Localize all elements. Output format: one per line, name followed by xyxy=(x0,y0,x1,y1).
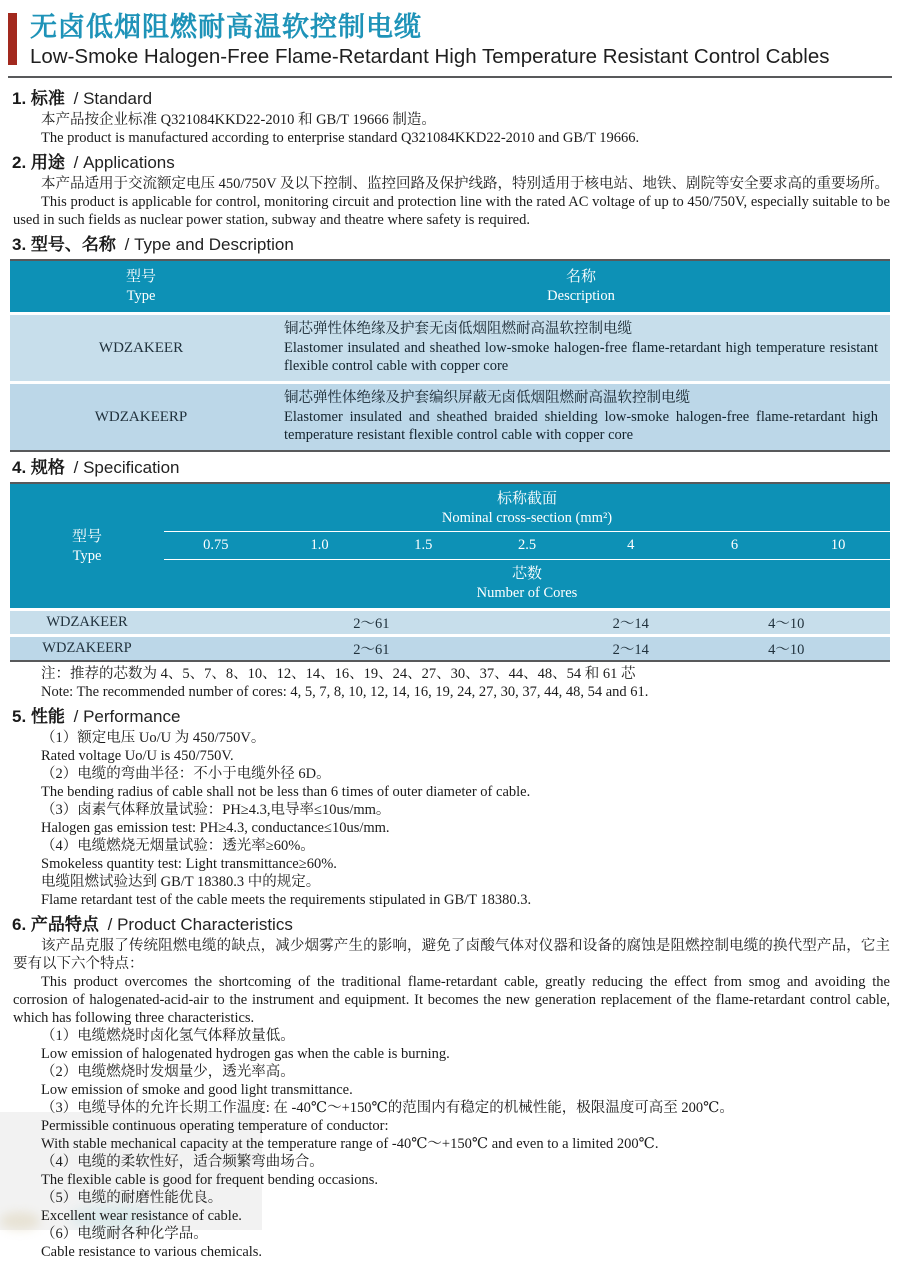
table-row-wdzakeerp xyxy=(10,384,890,450)
size-column-0.75: 0.75 xyxy=(203,537,229,553)
number-of-cores-en: Number of Cores xyxy=(476,585,578,601)
spec-type-header-zh: 型号 xyxy=(71,528,102,545)
size-column-6: 6 xyxy=(730,537,739,553)
performance-item-2-zh: （2）电缆的弯曲半径：不小于电缆外径 6D。 xyxy=(41,766,331,782)
spec-values-wdzakeerp xyxy=(164,638,890,659)
section-standard-heading-zh: 1. 标准 xyxy=(12,89,65,108)
description-column-header-en: Description xyxy=(547,288,615,304)
performance-item-1-zh: （1）额定电压 Uo/U 为 450/750V。 xyxy=(41,730,266,746)
cell-type-wdzakeer: WDZAKEER xyxy=(98,339,184,356)
characteristic-6-en: Cable resistance to various chemicals. xyxy=(41,1244,263,1260)
applications-text-zh: 本产品适用于交流额定电压 450/750V 及以下控制、监控回路及保护线路，特别适用于核电站、地铁、剧院等安全要求高的重要场所。 xyxy=(41,176,889,192)
characteristic-5-zh: （5）电缆的耐磨性能优良。 xyxy=(41,1190,223,1206)
section-standard-heading xyxy=(12,88,890,109)
nominal-cross-section-zh: 标称截面 xyxy=(496,490,557,507)
red-accent-bar xyxy=(8,13,17,65)
description-zh: 铜芯弹性体绝缘及护套编织屏蔽无卤低烟阻燃耐高温软控制电缆 xyxy=(284,390,690,406)
spec-header-right xyxy=(164,484,890,608)
characteristic-4-en: The flexible cable is good for frequent bending occasions. xyxy=(41,1172,379,1188)
characteristic-2-zh: （2）电缆燃烧时发烟量少，透光率高。 xyxy=(41,1064,295,1080)
characteristic-3-en-line1: Permissible continuous operating temperature of conductor: xyxy=(41,1118,389,1134)
page-content xyxy=(0,88,900,1261)
performance-item-3-zh: （3）卤素气体释放量试验：PH≥4.3,电导率≤10us/mm。 xyxy=(41,802,391,818)
performance-item-5-en: Flame retardant test of the cable meets the requirements stipulated in GB/T 18380.3. xyxy=(41,892,532,908)
characteristic-3-zh: （3）电缆导体的允许长期工作温度: 在 -40℃～+150℃的范围内有稳定的机械性能，极限温度可高至 200℃。 xyxy=(41,1100,734,1116)
section-specification-heading-en: / Specification xyxy=(73,458,180,477)
spec-values-wdzakeer xyxy=(164,612,890,633)
section-standard-heading-en: / Standard xyxy=(73,89,153,108)
section-performance-heading xyxy=(12,706,890,727)
specification-table-header xyxy=(10,484,890,608)
type-description-table-header xyxy=(10,261,890,312)
spec-note-en: Note: The recommended number of cores: 4, 5, 7, 8, 10, 12, 14, 16, 19, 24, 27, 30, 37, 44, 48, 54 and 61. xyxy=(41,684,649,700)
section-characteristics-heading-zh: 6. 产品特点 xyxy=(12,915,99,934)
spec-type-wdzakeer: WDZAKEER xyxy=(46,614,128,630)
section-type-description-heading-zh: 3. 型号、名称 xyxy=(12,235,116,254)
size-column-2.5: 2.5 xyxy=(517,537,537,553)
description-column-header xyxy=(272,261,890,312)
cores-4: 2～14 xyxy=(612,616,649,632)
spec-row-wdzakeer xyxy=(10,611,890,634)
header-divider xyxy=(8,76,892,78)
description-column-header-zh: 名称 xyxy=(565,268,596,285)
cores-0.75-2.5: 2～61 xyxy=(353,616,390,632)
performance-item-4-zh: （4）电缆燃烧无烟量试验：透光率≥60%。 xyxy=(41,838,315,854)
cores-6-10: 4～10 xyxy=(768,642,805,658)
page-title-zh: 无卤低烟阻燃耐高温软控制电缆 xyxy=(30,12,422,42)
section-applications-heading-zh: 2. 用途 xyxy=(12,153,65,172)
description-zh: 铜芯弹性体绝缘及护套无卤低烟阻燃耐高温软控制电缆 xyxy=(284,321,632,337)
number-of-cores-zh: 芯数 xyxy=(511,565,542,582)
spec-type-column-header xyxy=(10,484,164,608)
characteristic-5-en: Excellent wear resistance of cable. xyxy=(41,1208,242,1224)
applications-text-en: This product is applicable for control, monitoring circuit and protection line with the rated AC voltage of up to 450/750V, especially suitable to be used in such fields as nuclear power station, subway and theatre where safety is required. xyxy=(13,194,890,228)
characteristics-intro-zh: 该产品克服了传统阻燃电缆的缺点，减少烟雾产生的影响，避免了卤酸气体对仪器和设备的腐蚀是阻燃控制电缆的换代型产品，它主要有以下六个特点： xyxy=(13,938,890,972)
cell-description-wdzakeer xyxy=(272,315,890,381)
size-column-4: 4 xyxy=(627,537,635,553)
spec-type-wdzakeerp: WDZAKEERP xyxy=(42,640,132,656)
number-of-cores-header xyxy=(164,560,890,608)
nominal-cross-section-header xyxy=(164,484,890,532)
type-column-header-en: Type xyxy=(126,288,156,304)
description-en: Elastomer insulated and sheathed low-smoke halogen-free flame-retardant high temperature resistant flexible control cable with copper core xyxy=(284,340,878,374)
section-performance-heading-zh: 5. 性能 xyxy=(12,707,65,726)
characteristic-2-en: Low emission of smoke and good light transmittance. xyxy=(41,1082,353,1098)
section-characteristics-heading xyxy=(12,914,890,935)
section-specification-heading-zh: 4. 规格 xyxy=(12,458,65,477)
spec-note-zh: 注：推荐的芯数为 4、5、7、8、10、12、14、16、19、24、27、30、37、44、48、54 和 61 芯 xyxy=(41,666,636,682)
characteristic-3-en-line2: With stable mechanical capacity at the temperature range of -40℃～+150℃ and even to a limited 200℃. xyxy=(41,1136,659,1152)
standard-text-zh: 本产品按企业标准 Q321084KKD22-2010 和 GB/T 19666 制造。 xyxy=(41,112,436,128)
type-column-header-zh: 型号 xyxy=(125,268,156,285)
section-applications-heading-en: / Applications xyxy=(73,153,175,172)
characteristic-1-zh: （1）电缆燃烧时卤化氢气体释放量低。 xyxy=(41,1028,295,1044)
section-performance-heading-en: / Performance xyxy=(73,707,181,726)
cell-description-wdzakeerp xyxy=(272,384,890,450)
table-row-wdzakeer xyxy=(10,315,890,381)
performance-item-2-en: The bending radius of cable shall not be less than 6 times of outer diameter of cable. xyxy=(41,784,531,800)
performance-item-5-zh: 电缆阻燃试验达到 GB/T 18380.3 中的规定。 xyxy=(41,874,321,890)
cell-type-wdzakeerp: WDZAKEERP xyxy=(94,408,188,425)
specification-table xyxy=(10,482,890,662)
characteristics-intro-en: This product overcomes the shortcoming of the traditional flame-retardant cable, greatly reducing the effect from smog and avoiding the corrosion of halogenated-acid-air to the instrument and equipment. It becomes the new generation replacement of the flame-retardant control cable, which has following three characteristics. xyxy=(13,974,890,1026)
spec-row-wdzakeerp xyxy=(10,637,890,660)
nominal-cross-section-en: Nominal cross-section (mm²) xyxy=(441,510,613,526)
standard-text-en: The product is manufactured according to enterprise standard Q321084KKD22-2010 and GB/T 19666. xyxy=(41,130,640,146)
type-column-header xyxy=(10,261,272,312)
section-type-description-heading-en: / Type and Description xyxy=(124,235,294,254)
characteristic-6-zh: （6）电缆耐各种化学品。 xyxy=(41,1226,208,1242)
size-columns-row xyxy=(164,532,890,560)
section-specification-heading xyxy=(12,457,890,478)
characteristic-1-en: Low emission of halogenated hydrogen gas when the cable is burning. xyxy=(41,1046,450,1062)
section-applications-heading xyxy=(12,152,890,173)
section-type-description-heading xyxy=(12,234,890,255)
cores-0.75-2.5: 2～61 xyxy=(353,642,390,658)
page-title-en: Low-Smoke Halogen-Free Flame-Retardant High Temperature Resistant Control Cables xyxy=(30,45,830,68)
size-column-1.0: 1.0 xyxy=(310,537,329,553)
size-column-10: 10 xyxy=(830,537,846,553)
type-description-table xyxy=(10,259,890,452)
section-characteristics-heading-en: / Product Characteristics xyxy=(107,915,293,934)
performance-item-1-en: Rated voltage Uo/U is 450/750V. xyxy=(41,748,234,764)
cores-4: 2～14 xyxy=(612,642,649,658)
size-column-1.5: 1.5 xyxy=(414,537,433,553)
performance-item-4-en: Smokeless quantity test: Light transmittance≥60%. xyxy=(41,856,337,872)
performance-item-3-en: Halogen gas emission test: PH≥4.3, conductance≤10us/mm. xyxy=(41,820,390,836)
spec-type-header-en: Type xyxy=(72,548,102,564)
characteristic-4-zh: （4）电缆的柔软性好，适合频繁弯曲场合。 xyxy=(41,1154,324,1170)
page-header xyxy=(0,0,900,70)
description-en: Elastomer insulated and sheathed braided shielding low-smoke halogen-free flame-retardant high temperature resistant flexible control cable with copper core xyxy=(284,409,878,443)
cores-6-10: 4～10 xyxy=(768,616,805,632)
